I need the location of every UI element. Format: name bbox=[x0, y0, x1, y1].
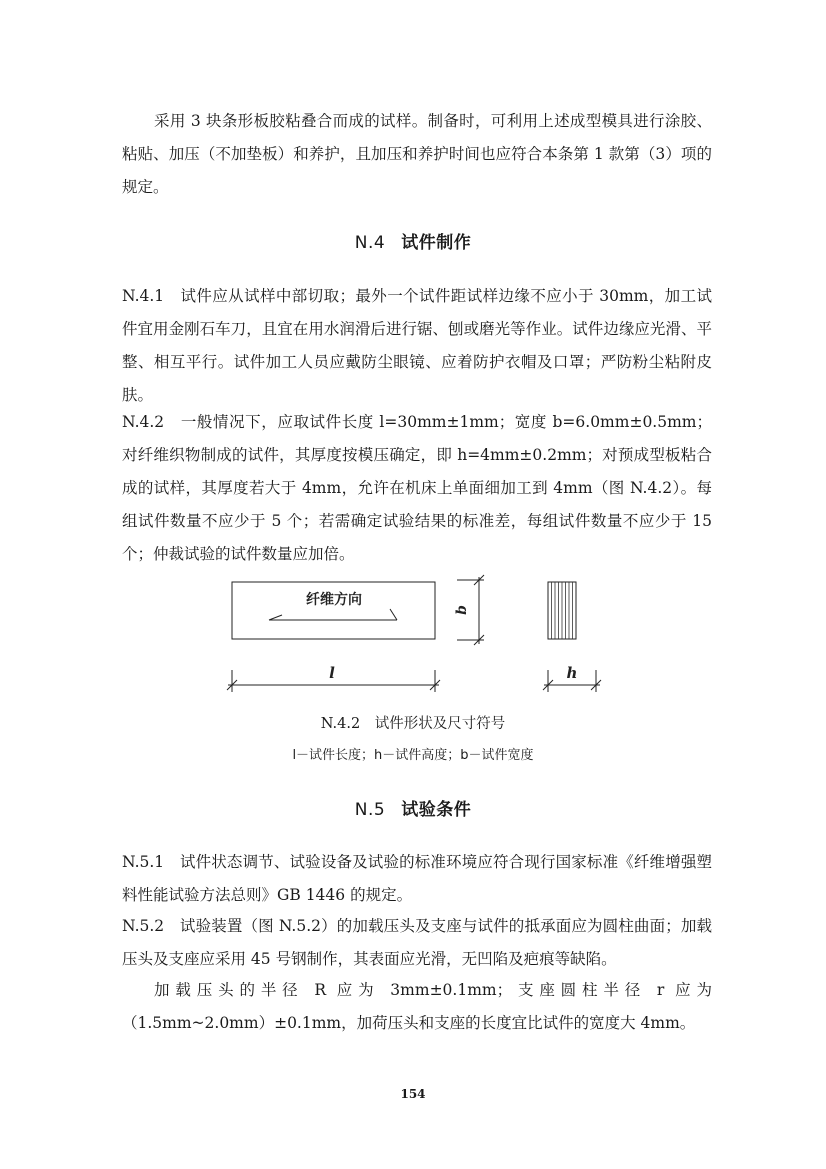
dimension-label-h: h bbox=[566, 664, 578, 682]
section-heading-n5 bbox=[0, 795, 826, 820]
specimen-figure bbox=[222, 574, 612, 704]
paragraph-n42: N.4.2 一般情况下，应取试件长度 l=30mm±1mm；宽度 b=6.0mm±0.5mm；对纤维织物制成的试件，其厚度按模压确定，即 h=4mm±0.2mm；对预成型板粘合成的试样，其厚度若大于 4mm，允许在机床上单面细加工到 4mm（图 N.4.2）。每组试件数量不应少于 5 个；若需确定试验结果的标准差，每组试件数量不应少于 15 个；仲裁试验的试件数量应加倍。 bbox=[122, 413, 712, 563]
fiber-layers bbox=[552, 582, 573, 639]
dimension-label-l: l bbox=[329, 664, 335, 682]
page-number: 154 bbox=[400, 1087, 426, 1101]
paragraph-n52: N.5.2 试验装置（图 N.5.2）的加载压头及支座与试件的抵承面应为圆柱曲面；加载压头及支座应采用 45 号钢制作，其表面应光滑，无凹陷及疤痕等缺陷。 bbox=[122, 917, 712, 968]
specimen-rectangle bbox=[232, 582, 435, 639]
paragraph-intro: 采用 3 块条形板胶粘叠合而成的试样。制备时，可利用上述成型模具进行涂胶、粘贴、加压（不加垫板）和养护，且加压和养护时间也应符合本条第 1 款第（3）项的规定。 bbox=[122, 112, 712, 196]
section-title: 试件制作 bbox=[401, 233, 472, 253]
paragraph-n41: N.4.1 试件应从试样中部切取；最外一个试件距试样边缘不应小于 30mm，加工试件宜用金刚石车刀，且宜在用水润滑后进行锯、刨或磨光等作业。试件边缘应光滑、平整、相互平行。试件加工人员应戴防尘眼镜、应着防护衣帽及口罩；严防粉尘粘附皮肤。 bbox=[122, 287, 712, 404]
paragraph-n51: N.5.1 试件状态调节、试验设备及试验的标准环境应符合现行国家标准《纤维增强塑料性能试验方法总则》GB 1446 的规定。 bbox=[122, 853, 712, 904]
figure-caption: N.4.2 试件形状及尺寸符号 bbox=[320, 716, 506, 732]
section-heading-n4 bbox=[0, 228, 826, 253]
section-number: N.5 bbox=[354, 800, 386, 820]
paragraph-radius: 加载压头的半径 R 应为 3mm±0.1mm；支座圆柱半径 r 应为（1.5mm~2.0mm）±0.1mm，加荷压头和支座的长度宜比试件的宽度大 4mm。 bbox=[122, 981, 712, 1032]
figure-legend: l－试件长度；h－试件高度；b－试件宽度 bbox=[292, 748, 534, 763]
section-title: 试验条件 bbox=[401, 800, 472, 820]
fiber-direction-label: 纤维方向 bbox=[306, 592, 362, 608]
dimension-label-b: b bbox=[454, 605, 470, 615]
section-number: N.4 bbox=[354, 233, 386, 253]
